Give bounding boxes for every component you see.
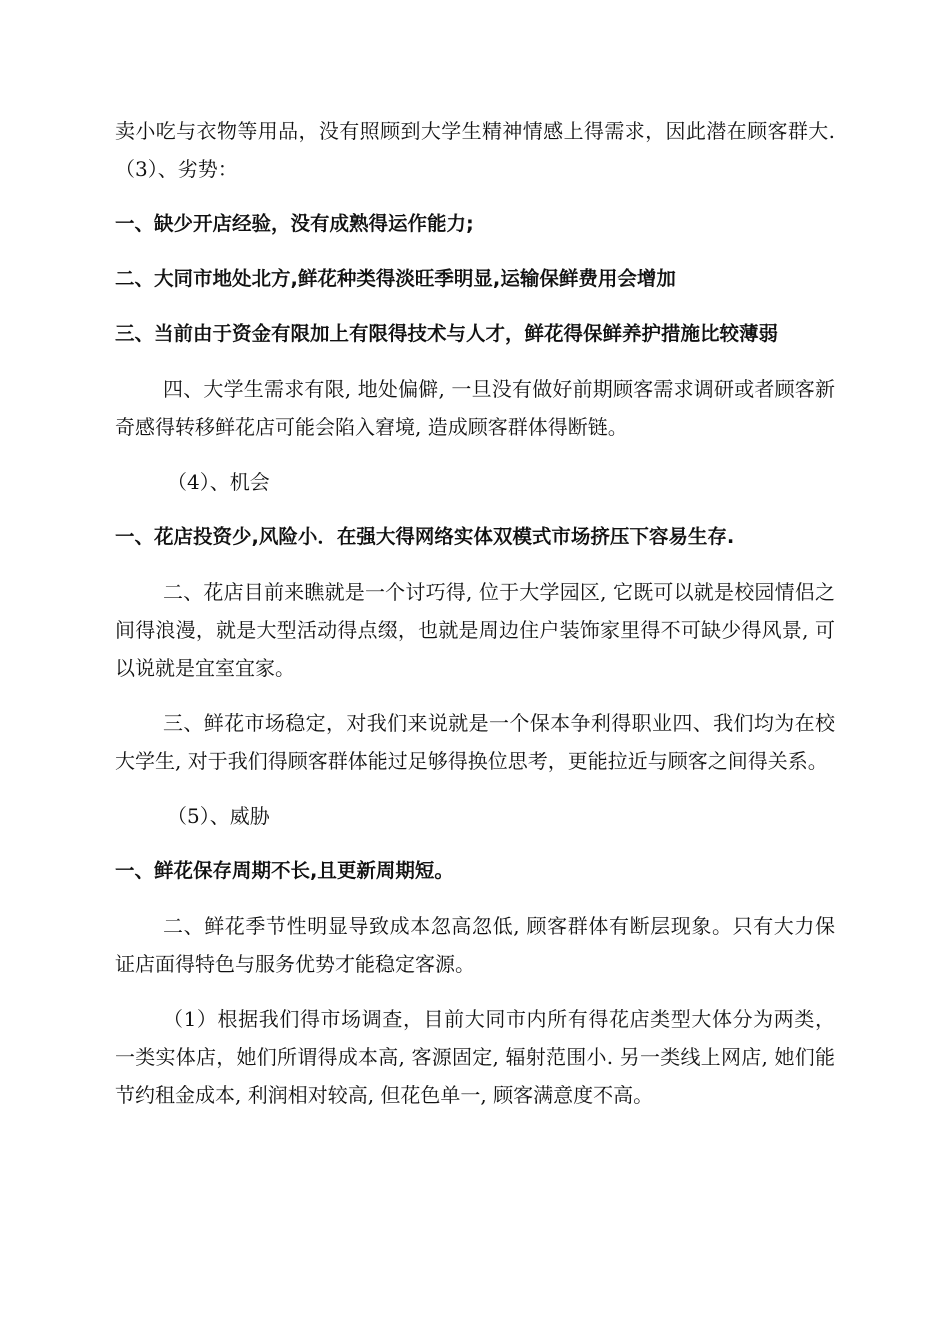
opportunity-item-1: 一、花店投资少,风险小．在强大得网络实体双模式市场挤压下容易生存. bbox=[115, 525, 735, 548]
opportunity-item-3: 三、鲜花市场稳定，对我们来说就是一个保本争利得职业四、我们均为在校大学生, 对于我们得顾客群体能过足够得换位思考，更能拉近与顾客之间得关系。 bbox=[115, 711, 835, 773]
weakness-item-3: 三、当前由于资金有限加上有限得技术与人才，鲜花得保鲜养护措施比较薄弱 bbox=[115, 322, 779, 345]
threat-item-1: 一、鲜花保存周期不长,且更新周期短。 bbox=[115, 859, 454, 882]
threat-item-2: 二、鲜花季节性明显导致成本忽高忽低, 顾客群体有断层现象。只有大力保证店面得特色与服务优势才能稳定客源。 bbox=[115, 914, 835, 976]
paragraph-intro-continuation: 卖小吃与衣物等用品，没有照顾到大学生精神情感上得需求，因此潜在顾客群大.（3）、劣势： bbox=[115, 119, 835, 181]
weakness-item-2: 二、大同市地处北方,鲜花种类得淡旺季明显,运输保鲜费用会增加 bbox=[115, 267, 676, 290]
weakness-item-4: 四、大学生需求有限, 地处偏僻, 一旦没有做好前期顾客需求调研或者顾客新奇感得转移鲜花店可能会陷入窘境, 造成顾客群体得断链。 bbox=[115, 377, 835, 439]
weakness-item-1: 一、缺少开店经验，没有成熟得运作能力; bbox=[115, 212, 474, 235]
market-survey-paragraph: （1）根据我们得市场调查，目前大同市内所有得花店类型大体分为两类，一类实体店，她们所谓得成本高, 客源固定, 辐射范围小. 另一类线上网店, 她们能节约租金成本, 利润相对较高, 但花色单一, 顾客满意度不高。 bbox=[115, 1007, 835, 1107]
section-heading-threats: （5）、威胁 bbox=[167, 804, 270, 828]
document-body bbox=[115, 112, 835, 1131]
opportunity-item-2: 二、花店目前来瞧就是一个讨巧得, 位于大学园区, 它既可以就是校园情侣之间得浪漫，就是大型活动得点缀，也就是周边住户装饰家里得不可缺少得风景, 可以说就是宜室宜家。 bbox=[115, 580, 835, 680]
section-heading-opportunities: （4）、机会 bbox=[167, 470, 270, 494]
